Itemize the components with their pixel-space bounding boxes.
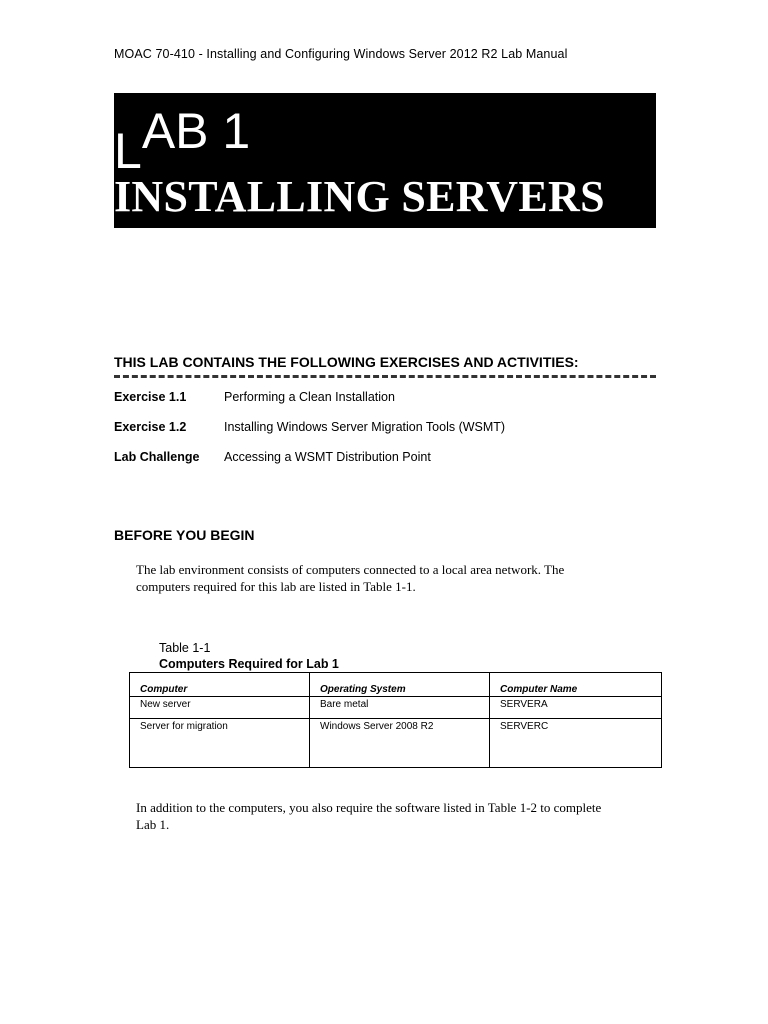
table-cell: Server for migration: [130, 719, 310, 768]
table-number: Table 1-1: [159, 641, 211, 655]
table-cell: SERVERC: [490, 719, 662, 768]
column-header: Computer: [130, 673, 310, 697]
before-you-begin-heading: BEFORE YOU BEGIN: [114, 527, 255, 543]
table-header-row: [130, 673, 662, 697]
table-row: [130, 697, 662, 719]
software-paragraph: In addition to the computers, you also require the software listed in Table 1-2 to complete Lab 1.: [136, 800, 602, 832]
table-caption: [159, 640, 339, 672]
exercise-text: Installing Windows Server Migration Tools (WSMT): [224, 420, 506, 434]
table-cell: Bare metal: [310, 697, 490, 719]
table-title: Computers Required for Lab 1: [159, 657, 339, 671]
table-cell: Windows Server 2008 R2: [310, 719, 490, 768]
exercise-text: Performing a Clean Installation: [224, 390, 395, 404]
column-header: Computer Name: [490, 673, 662, 697]
lab-initial: L: [114, 123, 142, 179]
running-header: MOAC 70-410 - Installing and Configuring Windows Server 2012 R2 Lab Manual: [114, 47, 568, 61]
computers-table: [129, 672, 662, 768]
column-header: Operating System: [310, 673, 490, 697]
lab-number: [114, 101, 251, 179]
table-row: [130, 719, 662, 768]
exercises-heading: THIS LAB CONTAINS THE FOLLOWING EXERCISES AND ACTIVITIES:: [114, 354, 656, 378]
exercise-label: Exercise 1.2: [114, 420, 187, 434]
table-cell: New server: [130, 697, 310, 719]
lab-title: INSTALLING SERVERS: [114, 172, 605, 221]
intro-paragraph: The lab environment consists of computers connected to a local area network. The computers required for this lab are listed in Table 1-1.: [136, 562, 565, 594]
exercise-label: Exercise 1.1: [114, 390, 187, 404]
table-cell: SERVERA: [490, 697, 662, 719]
exercise-text: Accessing a WSMT Distribution Point: [224, 450, 431, 464]
lab-number-rest: AB 1: [141, 103, 251, 159]
lab-title-block: [114, 93, 656, 228]
exercise-label: Lab Challenge: [114, 450, 200, 464]
